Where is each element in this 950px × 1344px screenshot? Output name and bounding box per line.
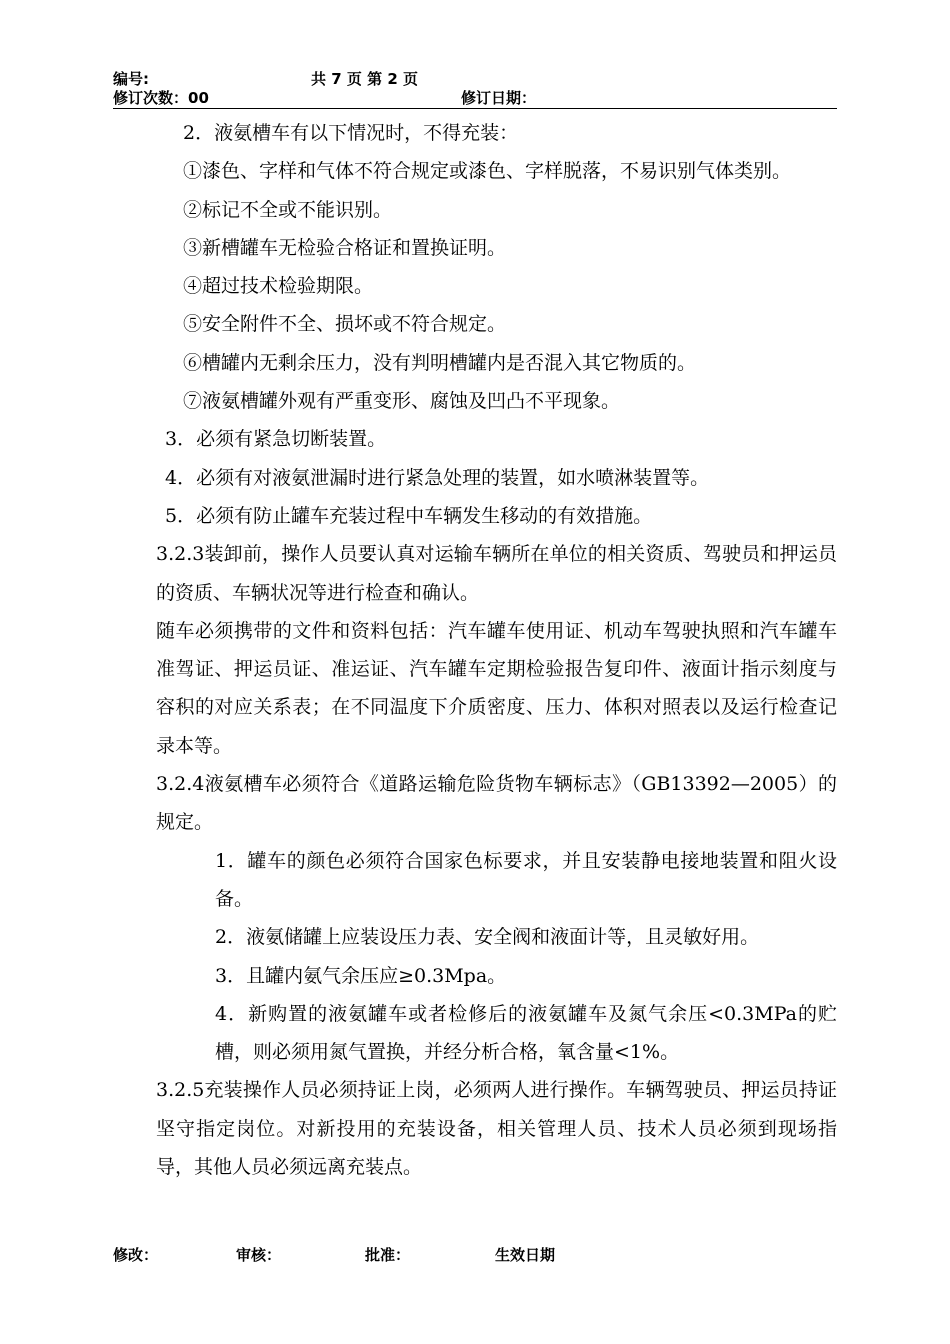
list-item: 2．液氨储罐上应装设压力表、安全阀和液面计等，且灵敏好用。 bbox=[215, 926, 760, 949]
revision-count: 修订次数：00 bbox=[113, 89, 209, 107]
list-item: ④超过技术检验期限。 bbox=[183, 275, 374, 298]
doc-code-label: 编号: bbox=[113, 70, 149, 88]
paragraph: 3.2.5充装操作人员必须持证上岗，必须两人进行操作。车辆驾驶员、押运员持证坚守指定岗位。对新投用的充装设备，相关管理人员、技术人员必须到现场指导，其他人员必须远离充装点。 bbox=[156, 1079, 837, 1179]
paragraph: 3.2.3装卸前，操作人员要认真对运输车辆所在单位的相关资质、驾驶员和押运员的资质、车辆状况等进行检查和确认。 bbox=[156, 543, 837, 604]
list-item: ⑤安全附件不全、损坏或不符合规定。 bbox=[183, 313, 507, 336]
paragraph: 2．液氨槽车有以下情况时，不得充装： bbox=[183, 122, 519, 144]
list-item: 1．罐车的颜色必须符合国家色标要求，并且安装静电接地装置和阻火设备。 bbox=[215, 849, 837, 910]
page-info: 共 7 页 第 2 页 bbox=[311, 70, 418, 88]
paragraph: 3．必须有紧急切断装置。 bbox=[165, 428, 387, 451]
revision-date-label: 修订日期： bbox=[461, 89, 537, 107]
footer-approve-label: 批准： bbox=[365, 1246, 411, 1264]
header-divider bbox=[113, 108, 837, 109]
footer-review-label: 审核： bbox=[236, 1246, 282, 1264]
list-item: ③新槽罐车无检验合格证和置换证明。 bbox=[183, 236, 507, 259]
paragraph: 3.2.4液氨槽车必须符合《道路运输危险货物车辆标志》（GB13392—2005）的规定。 bbox=[156, 773, 837, 834]
list-item: ⑥槽罐内无剩余压力，没有判明槽罐内是否混入其它物质的。 bbox=[183, 351, 697, 374]
paragraph: 5．必须有防止罐车充装过程中车辆发生移动的有效措施。 bbox=[165, 504, 653, 527]
paragraph: 随车必须携带的文件和资料包括：汽车罐车使用证、机动车驾驶执照和汽车罐车准驾证、押运员证、准运证、汽车罐车定期检验报告复印件、液面计指示刻度与容积的对应关系表；在不同温度下介质密度、压力、体积对照表以及运行检查记录本等。 bbox=[156, 619, 837, 757]
list-item: ①漆色、字样和气体不符合规定或漆色、字样脱落，不易识别气体类别。 bbox=[183, 160, 792, 183]
footer-modify-label: 修改： bbox=[113, 1246, 159, 1264]
list-item: ⑦液氨槽罐外观有严重变形、腐蚀及凹凸不平现象。 bbox=[183, 390, 621, 413]
list-item: ②标记不全或不能识别。 bbox=[183, 198, 393, 221]
list-item: 3．且罐内氨气余压应≥0.3Mpa。 bbox=[215, 964, 507, 987]
paragraph: 4．必须有对液氨泄漏时进行紧急处理的装置，如水喷淋装置等。 bbox=[165, 466, 710, 489]
list-item: 4．新购置的液氨罐车或者检修后的液氨罐车及氮气余压<0.3MPa的贮槽，则必须用氮气置换，并经分析合格，氧含量<1%。 bbox=[215, 1002, 837, 1064]
document-body bbox=[113, 114, 837, 1186]
footer-effective-date-label: 生效日期 bbox=[495, 1246, 556, 1264]
